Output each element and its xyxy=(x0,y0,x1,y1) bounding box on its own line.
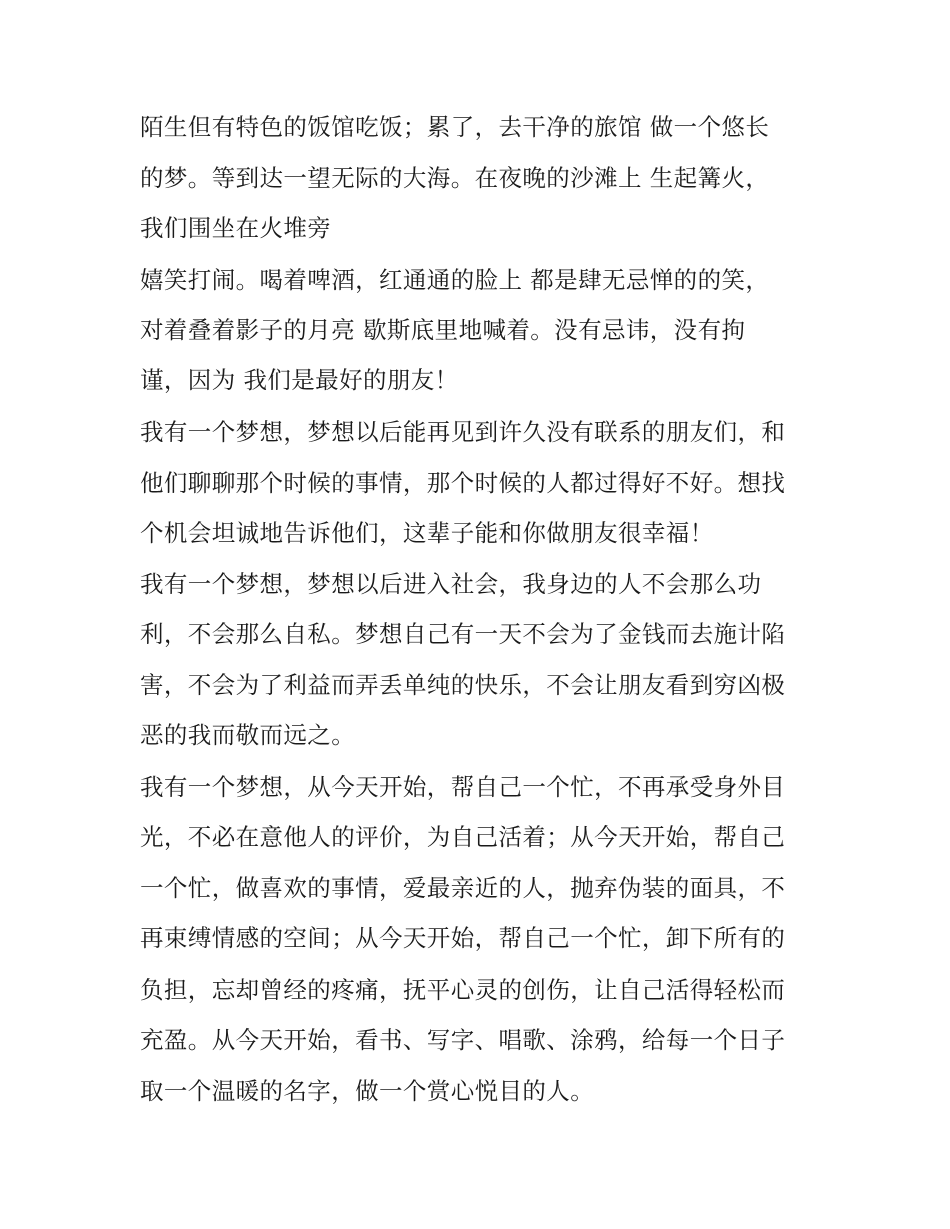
text-line: 的梦。等到达一望无际的大海。在夜晚的沙滩上 生起篝火， xyxy=(140,164,770,192)
text-line: 利，不会那么自私。梦想自己有一天不会为了金钱而去施计陷 xyxy=(140,620,786,648)
text-line: 害，不会为了利益而弄丢单纯的快乐，不会让朋友看到穷凶极 xyxy=(140,671,786,699)
text-line: 他们聊聊那个时候的事情，那个时候的人都过得好不好。想找 xyxy=(140,469,786,497)
text-line: 陌生但有特色的饭馆吃饭；累了，去干净的旅馆 做一个悠长 xyxy=(140,113,770,141)
text-line: 光，不必在意他人的评价，为自己活着；从今天开始，帮自己 xyxy=(140,823,786,851)
text-line: 我有一个梦想，从今天开始，帮自己一个忙，不再承受身外目 xyxy=(140,773,786,801)
text-line: 再束缚情感的空间；从今天开始，帮自己一个忙，卸下所有的 xyxy=(140,924,786,952)
text-line: 嬉笑打闹。喝着啤酒，红通通的脸上 都是肆无忌惮的的笑， xyxy=(140,266,770,294)
text-line: 一个忙，做喜欢的事情，爱最亲近的人，抛弃伪装的面具，不 xyxy=(140,874,786,902)
text-line: 负担，忘却曾经的疼痛，抚平心灵的创伤，让自己活得轻松而 xyxy=(140,976,786,1004)
text-line: 恶的我而敬而远之。 xyxy=(140,721,356,749)
text-line: 我们围坐在火堆旁 xyxy=(140,214,332,242)
text-line: 对着叠着影子的月亮 歇斯底里地喊着。没有忌讳，没有拘 xyxy=(140,316,746,344)
text-line: 充盈。从今天开始，看书、写字、唱歌、涂鸦，给每一个日子 xyxy=(140,1026,786,1054)
text-line: 个机会坦诚地告诉他们，这辈子能和你做朋友很幸福！ xyxy=(140,519,714,547)
text-line: 谨，因为 我们是最好的朋友！ xyxy=(140,366,459,394)
text-line: 我有一个梦想，梦想以后能再见到许久没有联系的朋友们，和 xyxy=(140,418,786,446)
text-line: 我有一个梦想，梦想以后进入社会，我身边的人不会那么功 xyxy=(140,570,762,598)
text-line: 取一个温暖的名字，做一个赏心悦目的人。 xyxy=(140,1077,595,1105)
